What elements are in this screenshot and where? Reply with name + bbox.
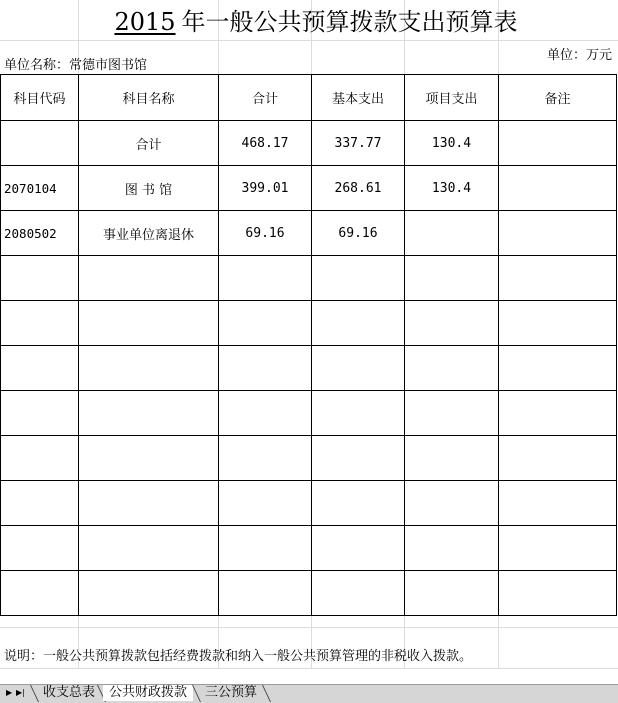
- cell-name[interactable]: [79, 571, 219, 616]
- cell-total[interactable]: [219, 526, 312, 571]
- header-cell-remark[interactable]: 备注: [499, 75, 617, 121]
- cell-basic[interactable]: [312, 481, 405, 526]
- sheet-title[interactable]: [0, 4, 618, 40]
- table-row: [1, 166, 617, 211]
- tab-income-expense-summary[interactable]: 收支总表: [43, 685, 96, 700]
- cell-project[interactable]: [405, 436, 499, 481]
- cell-total[interactable]: 399.01: [219, 166, 312, 211]
- cell-project[interactable]: [405, 301, 499, 346]
- unit-name[interactable]: 单位名称：常德市图书馆: [4, 58, 148, 73]
- cell-basic[interactable]: 268.61: [312, 166, 405, 211]
- header-cell-basic[interactable]: 基本支出: [312, 75, 405, 121]
- cell-total[interactable]: 468.17: [219, 121, 312, 166]
- table-row: [1, 481, 617, 526]
- sheet-tab-bar: [0, 684, 618, 703]
- table-row: [1, 301, 617, 346]
- cell-name[interactable]: [79, 526, 219, 571]
- cell-code[interactable]: [1, 571, 79, 616]
- table-row: [1, 526, 617, 571]
- cell-total[interactable]: [219, 436, 312, 481]
- cell-basic[interactable]: [312, 346, 405, 391]
- cell-total[interactable]: [219, 301, 312, 346]
- gridline: [0, 627, 618, 628]
- cell-code[interactable]: [1, 481, 79, 526]
- table-row: [1, 211, 617, 256]
- cell-code[interactable]: [1, 121, 79, 166]
- table-row: [1, 571, 617, 616]
- cell-code[interactable]: 2070104: [1, 166, 79, 211]
- cell-remark[interactable]: [499, 301, 617, 346]
- cell-basic[interactable]: [312, 391, 405, 436]
- cell-code[interactable]: [1, 526, 79, 571]
- cell-basic[interactable]: [312, 256, 405, 301]
- table-row: [1, 391, 617, 436]
- cell-project[interactable]: [405, 571, 499, 616]
- cell-basic[interactable]: [312, 301, 405, 346]
- cell-code[interactable]: [1, 346, 79, 391]
- cell-remark[interactable]: [499, 481, 617, 526]
- prev-sheet-icon[interactable]: ▶: [6, 688, 13, 697]
- table-header-row: [1, 75, 617, 121]
- cell-project[interactable]: [405, 391, 499, 436]
- cell-project[interactable]: [405, 211, 499, 256]
- cell-name[interactable]: 合计: [79, 121, 219, 166]
- title-year: 2015: [114, 8, 176, 36]
- cell-total[interactable]: [219, 481, 312, 526]
- cell-remark[interactable]: [499, 346, 617, 391]
- cell-name[interactable]: 图 书 馆: [79, 166, 219, 211]
- cell-project[interactable]: [405, 346, 499, 391]
- cell-project[interactable]: [405, 256, 499, 301]
- cell-remark[interactable]: [499, 121, 617, 166]
- cell-project[interactable]: 130.4: [405, 121, 499, 166]
- cell-basic[interactable]: [312, 571, 405, 616]
- title-text: 年一般公共预算拨款支出预算表: [181, 8, 518, 36]
- cell-basic[interactable]: [312, 436, 405, 481]
- cell-code[interactable]: [1, 301, 79, 346]
- cell-name[interactable]: [79, 256, 219, 301]
- cell-total[interactable]: [219, 346, 312, 391]
- last-sheet-icon[interactable]: ▶|: [16, 688, 25, 697]
- cell-code[interactable]: 2080502: [1, 211, 79, 256]
- table-row: [1, 256, 617, 301]
- cell-total[interactable]: [219, 256, 312, 301]
- cell-remark[interactable]: [499, 256, 617, 301]
- unit-label[interactable]: 单位：万元: [546, 48, 612, 63]
- cell-total[interactable]: 69.16: [219, 211, 312, 256]
- tab-separator: [262, 685, 271, 702]
- table-row: [1, 346, 617, 391]
- gridline: [0, 668, 618, 669]
- cell-code[interactable]: [1, 436, 79, 481]
- table-row: [1, 436, 617, 481]
- cell-name[interactable]: [79, 436, 219, 481]
- tab-public-finance-allocation[interactable]: 公共财政拨款: [103, 685, 193, 701]
- tab-three-public-budget[interactable]: 三公预算: [205, 685, 258, 700]
- cell-basic[interactable]: 69.16: [312, 211, 405, 256]
- cell-name[interactable]: [79, 346, 219, 391]
- cell-name[interactable]: 事业单位离退休: [79, 211, 219, 256]
- header-cell-name[interactable]: 科目名称: [79, 75, 219, 121]
- note-text[interactable]: 说明：一般公共预算拨款包括经费拨款和纳入一般公共预算管理的非税收入拨款。: [4, 649, 473, 664]
- budget-table: [0, 74, 617, 616]
- cell-name[interactable]: [79, 391, 219, 436]
- cell-basic[interactable]: 337.77: [312, 121, 405, 166]
- cell-total[interactable]: [219, 571, 312, 616]
- cell-project[interactable]: [405, 481, 499, 526]
- cell-project[interactable]: [405, 526, 499, 571]
- cell-remark[interactable]: [499, 166, 617, 211]
- table-row: [1, 121, 617, 166]
- cell-total[interactable]: [219, 391, 312, 436]
- header-cell-project[interactable]: 项目支出: [405, 75, 499, 121]
- cell-code[interactable]: [1, 391, 79, 436]
- header-cell-code[interactable]: 科目代码: [1, 75, 79, 121]
- cell-remark[interactable]: [499, 571, 617, 616]
- cell-remark[interactable]: [499, 391, 617, 436]
- cell-remark[interactable]: [499, 436, 617, 481]
- cell-name[interactable]: [79, 301, 219, 346]
- header-cell-total[interactable]: 合计: [219, 75, 312, 121]
- cell-remark[interactable]: [499, 526, 617, 571]
- cell-code[interactable]: [1, 256, 79, 301]
- cell-name[interactable]: [79, 481, 219, 526]
- cell-basic[interactable]: [312, 526, 405, 571]
- cell-remark[interactable]: [499, 211, 617, 256]
- cell-project[interactable]: 130.4: [405, 166, 499, 211]
- gridline: [0, 40, 618, 41]
